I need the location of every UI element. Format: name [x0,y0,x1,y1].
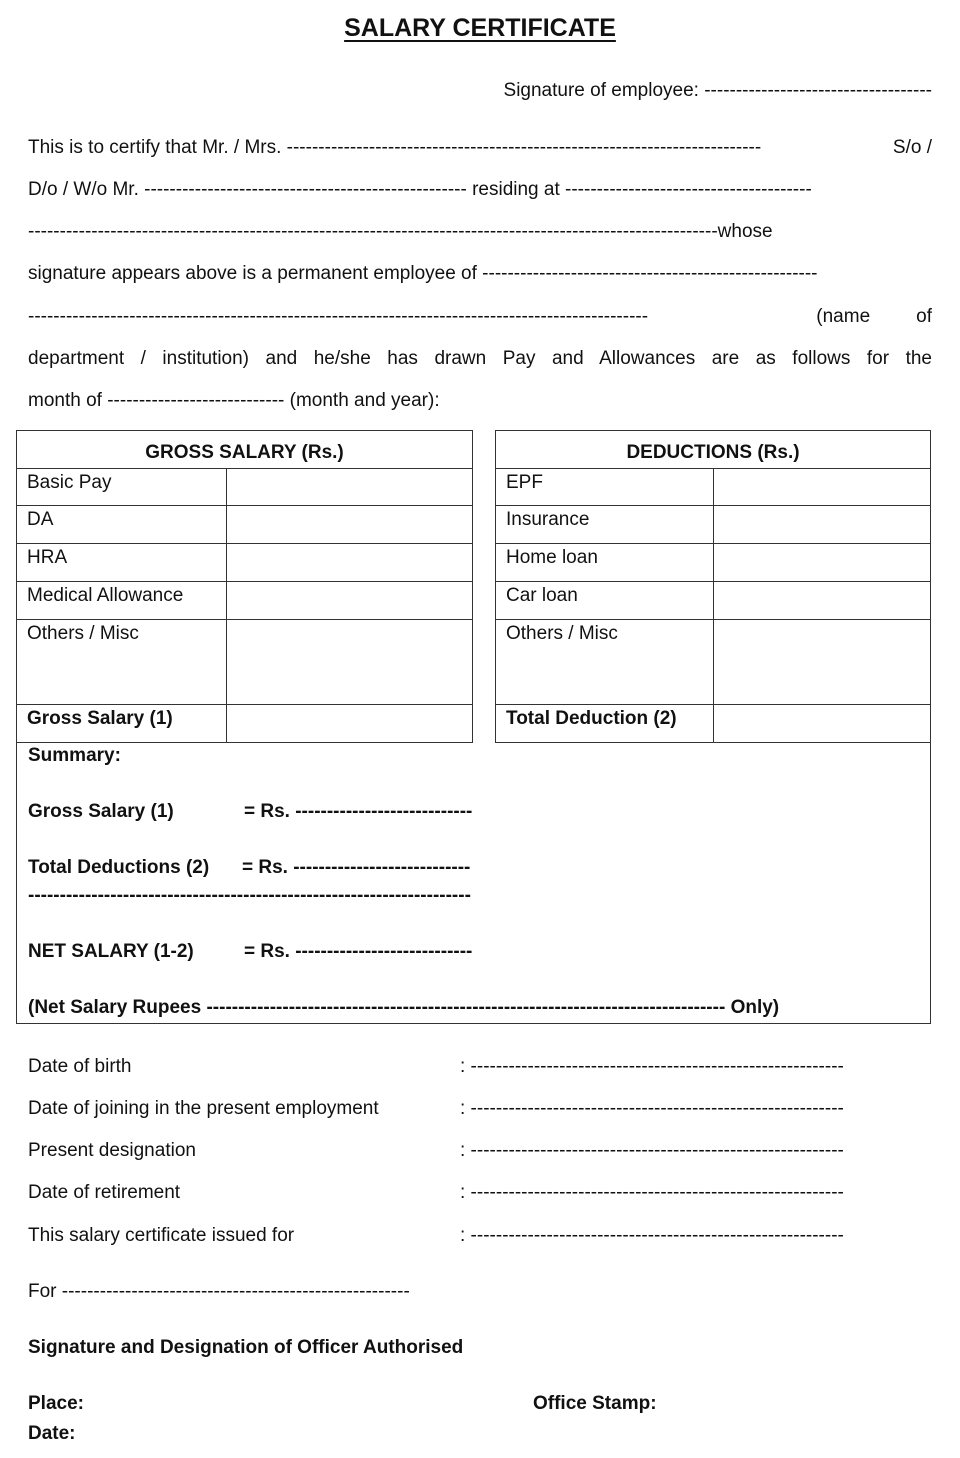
paragraph-line-7: month of ---------------------------- (month and year): [28,390,440,411]
table-row [17,620,473,705]
summary-box [16,741,931,1024]
paragraph-line-6: department / institution) and he/she has drawn Pay and Allowances are as follows for the [28,348,932,369]
table-row [496,582,931,620]
paragraph-line-4: signature appears above is a permanent employee of ----------------------------------------------------- [28,263,818,284]
summary-separator: ---------------------------------------------------------------------- [28,885,471,906]
gross-row-label: Medical Allowance [17,582,227,620]
paragraph-line-2: D/o / W/o Mr. --------------------------------------------------- residing at --------------------------------------- [28,179,812,200]
table-row [17,506,473,544]
date-label: Date: [28,1423,76,1444]
for-line: For ------------------------------------------------------- [28,1281,410,1302]
deductions-table [495,430,931,743]
deduction-total-amount [714,705,931,743]
institution-blank: -------------------------------------------------------------------------------------------------- [28,306,649,327]
net-salary-label: NET SALARY (1-2) [28,941,194,962]
table-row [496,506,931,544]
paragraph-line-5 [28,302,932,332]
summary-deductions-label: Total Deductions (2) [28,857,210,878]
gross-row-label: Others / Misc [17,620,227,705]
deduction-row-label: Home loan [496,544,714,582]
present-designation-label: Present designation [28,1140,196,1161]
gross-row-label: DA [17,506,227,544]
office-stamp-label: Office Stamp: [533,1393,657,1414]
table-row [17,469,473,506]
paragraph-line-1 [28,133,932,163]
paragraph-line-3: -------------------------------------------------------------------------------------------------------------whose [28,221,773,242]
table-row [496,469,931,506]
deduction-row-amount [714,544,931,582]
table-row [17,582,473,620]
relation-text: S/o / [892,137,932,158]
deduction-row-amount [714,582,931,620]
employee-signature-line: Signature of employee: ------------------------------------ [503,80,932,101]
date-of-joining-blank: : ----------------------------------------------------------- [460,1098,844,1119]
date-of-birth-blank: : ----------------------------------------------------------- [460,1056,844,1077]
deduction-row-amount [714,620,931,705]
gross-row-label: Basic Pay [17,469,227,506]
deduction-row-amount [714,506,931,544]
name-word: (name [816,306,871,327]
net-salary-words: (Net Salary Rupees ---------------------------------------------------------------------------------- Only) [28,997,780,1018]
page-title: SALARY CERTIFICATE [344,14,616,42]
officer-signature-label: Signature and Designation of Officer Authorised [28,1337,464,1358]
present-designation-blank: : ----------------------------------------------------------- [460,1140,844,1161]
summary-gross-label: Gross Salary (1) [28,801,174,822]
gross-row-amount [227,582,473,620]
summary-heading: Summary: [28,745,121,766]
table-total-row [496,705,931,743]
deduction-row-label: Insurance [496,506,714,544]
gross-row-amount [227,506,473,544]
gross-row-amount [227,469,473,506]
date-of-joining-label: Date of joining in the present employment [28,1098,379,1119]
date-of-retirement-blank: : ----------------------------------------------------------- [460,1182,844,1203]
gross-salary-table [16,430,473,743]
gross-total-amount [227,705,473,743]
of-word: of [916,306,932,327]
table-row [17,544,473,582]
table-header-row [17,431,473,469]
gross-row-amount [227,544,473,582]
date-of-birth-label: Date of birth [28,1056,132,1077]
summary-gross-value: = Rs. ---------------------------- [244,801,473,822]
gross-row-amount [227,620,473,705]
issued-for-label: This salary certificate issued for [28,1225,295,1246]
date-of-retirement-label: Date of retirement [28,1182,181,1203]
deduction-row-label: Others / Misc [496,620,714,705]
gross-row-label: HRA [17,544,227,582]
issued-for-blank: : ----------------------------------------------------------- [460,1225,844,1246]
gross-salary-header: GROSS SALARY (Rs.) [17,431,473,469]
deduction-row-amount [714,469,931,506]
deduction-row-label: EPF [496,469,714,506]
place-label: Place: [28,1393,84,1414]
table-header-row [496,431,931,469]
summary-deductions-value: = Rs. ---------------------------- [242,857,471,878]
net-salary-value: = Rs. ---------------------------- [244,941,473,962]
table-row [496,620,931,705]
deduction-row-label: Car loan [496,582,714,620]
table-total-row [17,705,473,743]
deductions-header: DEDUCTIONS (Rs.) [496,431,931,469]
gross-total-label: Gross Salary (1) [17,705,227,743]
deduction-total-label: Total Deduction (2) [496,705,714,743]
table-row [496,544,931,582]
certify-name-text: This is to certify that Mr. / Mrs. --------------------------------------------------------------------------- [28,137,762,158]
